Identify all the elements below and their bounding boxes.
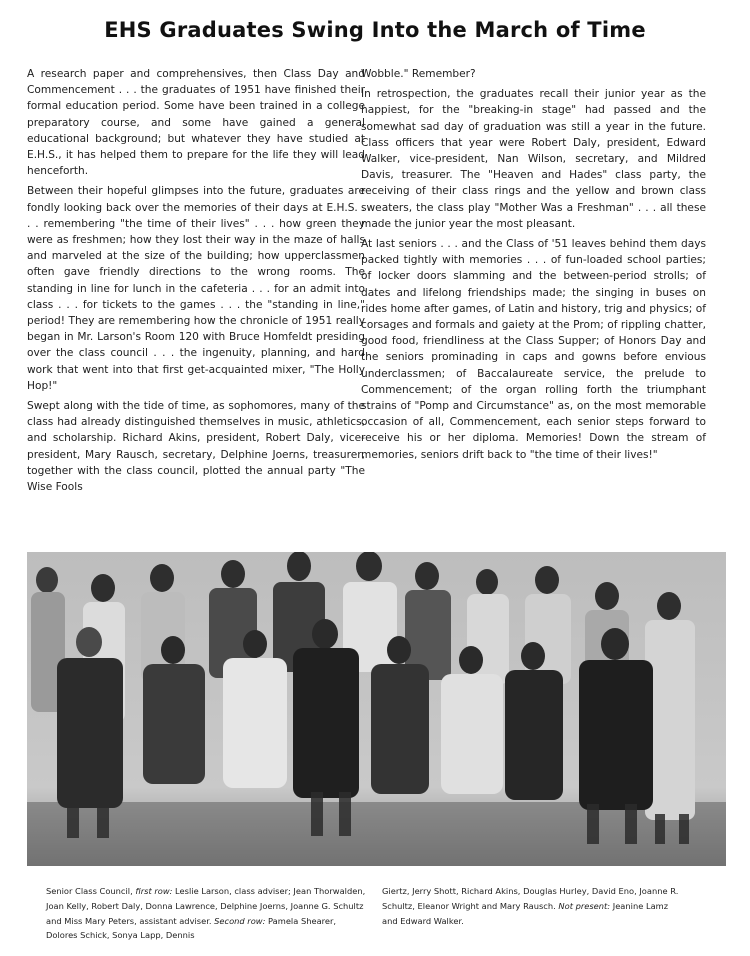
caption-text: Pamela Shearer, Dolores Schick, Sonya Lapp, Dennis [46,915,337,941]
paragraph: Wobble." Remember? [361,68,476,80]
headline: EHS Graduates Swing Into the March of Time [104,18,646,42]
paragraph: In retrospection, the graduates recall their junior year as the happiest, for the "breaking-in stage" had passed and the somewhat sad day of graduation was still a year in the future. Class officers that year were Robert Daly, president, Edward Walker, vice-president, Nan Wilson, secretary, and Mildred Davis, treasurer. The "Heaven and Hades" class party, the receiving of their class rings and the yellow and brown class sweaters, the class play "Mother Was a Freshman" . . . all these made the junior year the most pleasant. [361,88,706,230]
photo-caption-left [46,884,368,943]
paragraph: Swept along with the tide of time, as sophomores, many of the class had already distinguished themselves in music, athletics, and scholarship. Richard Akins, president, Robert Daly, vice-president, Mary Rausch, secretary, Delphine Joerns, treasurer, together with the class council, plotted the annual party "The Wise Fools [27,400,365,494]
caption-text: Leslie Larson, class adviser; Jean Thorwalden, Joan Kelly, Robert Daly, Donna Lawrence, Delphine Joerns, Joanne G. Schultz and Miss Mary Peters, assistant adviser. [46,886,366,926]
caption-label: first row: [135,886,173,896]
caption-label: Second row: [214,915,266,926]
caption-text: Jeanine Lamz and Edward Walker. [382,900,669,926]
paragraph: Between their hopeful glimpses into the future, graduates are fondly looking back over the memories of their days at E.H.S. . . . remembering "the time of their lives" . . . how green they were as freshmen; how they lost their way in the maze of halls and marveled at the size of the building; how upperclassmen often gave friendly directions to the wrong rooms. The standing in line for lunch in the cafeteria . . . for an admit into class . . . for tickets to the games . . . the "standing in line," period! They are remembering how the chronicle of 1951 really began in Mr. Larson's Room 120 with Bruce Homfeldt presiding over the class council . . . the ingenuity, planning, and hard work that went into that first get-acquainted mixer, "The Holly Hop!" [27,185,365,392]
caption-label: Not present: [558,900,611,911]
paragraph: A research paper and comprehensives, then Class Day and Commencement . . . the graduates of 1951 have finished their formal education period. Some have been trained in a college preparatory course, and some have gained a general educational background; but whatever they have studied at E.H.S., it has helped them to prepare for the life they will lead henceforth. [27,68,365,178]
left-column [27,66,365,499]
photo-caption-right [382,884,682,928]
caption-text: Giertz, Jerry Shott, Richard Akins, Douglas Hurley, David Eno, Joanne R. Schultz, Eleanor Wright and Mary Rausch. [382,886,679,911]
caption-text: Senior Class Council, [46,886,136,896]
class-council-photo [27,552,726,866]
right-column [361,66,706,467]
paragraph: At last seniors . . . and the Class of '51 leaves behind them days packed tightly with memories . . . of fun-loaded school parties; of locker doors slamming and the between-period strolls; of dates and lifelong friendships made; the singing in buses on rides home after games, of Latin and history, trig and physics; of corsages and formals and gaiety at the Prom; of rippling chatter, good food, friendliness at the Class Supper; of Honors Day and the seniors prominading in caps and gowns before envious underclassmen; of Baccalaureate service, the prelude to Commencement; of the organ rolling forth the triumphant strains of "Pomp and Circumstance" as, on the most memorable occasion of all, Commencement, each senior steps forward to receive his or her diploma. Memories! Down the stream of memories, seniors drift back to "the time of their lives!" [361,238,706,461]
